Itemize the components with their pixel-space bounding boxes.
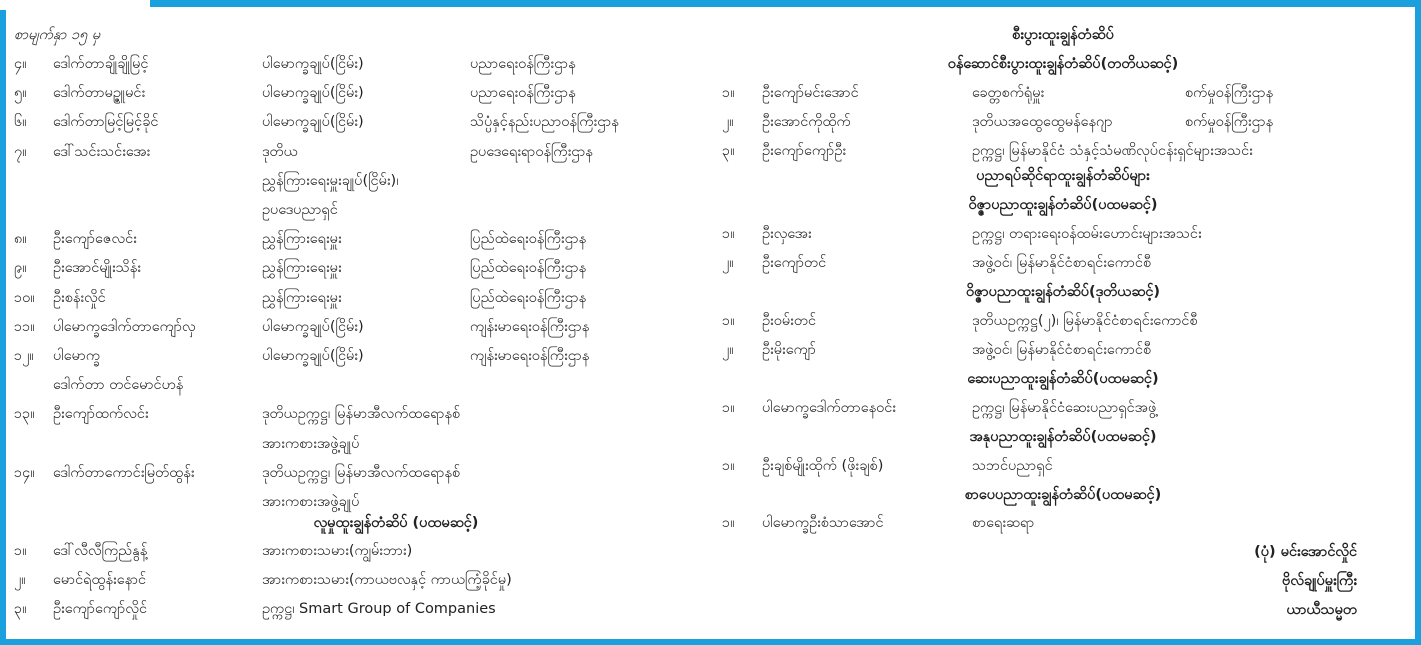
person-name: ဒေါက်တာချိုချိုမြင့် (53, 56, 149, 72)
person-name: ဦးချစ်မျိုးထိုက် (ဖိုးချစ်) (762, 458, 884, 474)
list-item-number: ၂။ (722, 342, 734, 359)
person-department: ဥပဒေရေးရာဝန်ကြီးဌာန (470, 143, 593, 160)
list-item-number: ၂။ (722, 255, 734, 272)
person-name: ဒေါက်တာ တင်မောင်ဟန် (53, 377, 184, 394)
list-item-number: ၁၁။ (14, 318, 35, 335)
person-rank: အားကစားသမား(ကျွမ်းဘား) (262, 543, 413, 559)
list-item-number: ၁။ (722, 515, 735, 531)
list-item-number: ၁။ (722, 313, 735, 329)
person-rank: ပါမောက္ခချုပ်(ငြိမ်း) (262, 56, 364, 72)
person-rank: အားကစားအဖွဲ့ချုပ် (262, 435, 360, 452)
person-name: ဦးကျော်ကျော်လှိုင် (53, 601, 147, 618)
person-name: ဦးကျော်ကျော်ဦး (762, 143, 847, 160)
person-name: ဒေါ်သင်းသင်းအေး (53, 143, 151, 160)
list-item-number: ၁၃။ (14, 406, 35, 423)
list-item-number: ၁၄။ (14, 464, 35, 481)
person-name: ပါမောက္ခဒေါက်တာကျော်လှ (53, 318, 196, 335)
list-item-number: ၂။ (14, 572, 26, 589)
person-title: စာရေးဆရာ (972, 515, 1035, 531)
person-rank: အားကစားသမား(ကာယဗလနှင့် ကာယကြံ့ခိုင်မှု) (262, 572, 512, 589)
list-item-number: ၅။ (14, 85, 27, 102)
signature-line: ဗိုလ်ချုပ်မှူးကြီး (1282, 573, 1357, 590)
person-department: ပြည်ထဲရေးဝန်ကြီးဌာန (470, 231, 587, 248)
person-department: ကျန်းမာရေးဝန်ကြီးဌာန (470, 318, 590, 335)
person-title: ဒုတိယဥက္ကဋ္ဌ(၂)၊ မြန်မာနိုင်ငံစာရင်းကောင်စီ (972, 313, 1198, 329)
person-name: ဒေါက်တာမြင့်မြင့်ခိုင် (53, 114, 159, 131)
person-title: အဖွဲ့ဝင်၊ မြန်မာနိုင်ငံစာရင်းကောင်စီ (972, 255, 1152, 272)
person-rank: ညွှန်ကြားရေးမှူး (262, 260, 342, 277)
person-title: ဥက္ကဋ္ဌ၊ မြန်မာနိုင်ငံ သံနှင့်သံမဏိလုပ်ငန်းရှင်များအသင်း (972, 143, 1253, 160)
list-item-number: ၁။ (722, 458, 735, 474)
list-item-number: ၁၀။ (14, 289, 35, 306)
person-rank: ဥက္ကဋ္ဌ၊ Smart Group of Companies (262, 601, 496, 618)
person-name: ဦးအောင်ကိုထိုက် (762, 114, 851, 131)
person-name: ဦးကျော်ထက်လင်း (53, 406, 149, 423)
list-item-number: ၈။ (14, 231, 27, 248)
person-department: ကျန်းမာရေးဝန်ကြီးဌာန (470, 348, 590, 364)
list-item-number: ၁။ (722, 226, 735, 242)
person-rank: ပါမောက္ခချုပ်(ငြိမ်း) (262, 85, 364, 102)
person-department: ပြည်ထဲရေးဝန်ကြီးဌာန (470, 260, 587, 277)
person-department: စက်မှုဝန်ကြီးဌာန (1185, 85, 1274, 101)
person-name: ဦးဝမ်းတင် (762, 313, 816, 329)
section-heading: ပညာရပ်ဆိုင်ရာထူးချွန်တံဆိပ်များ (976, 168, 1150, 184)
person-department: သိပ္ပံနှင့်နည်းပညာဝန်ကြီးဌာန (470, 114, 619, 131)
person-rank: ညွှန်ကြားရေးမှူး (262, 231, 342, 248)
signature-line: ယာယီသမ္မတ (1286, 602, 1357, 619)
person-name: ဦးလှအေး (762, 226, 812, 242)
person-rank: အားကစားအဖွဲ့ချုပ် (262, 494, 360, 510)
section-heading: စီးပွားထူးချွန်တံဆိပ် (1012, 27, 1114, 43)
person-name: ဒေါက်တာကောင်းမြတ်ထွန်း (53, 464, 195, 481)
person-rank: ဒုတိယဥက္ကဋ္ဌ၊ မြန်မာအီလက်ထရောနစ် (262, 464, 461, 481)
list-item-number: ၁။ (722, 85, 735, 101)
person-name: ဦးကျော်တင် (762, 255, 827, 272)
person-name: ပါမောက္ခဒေါက်တာနေဝင်း (762, 400, 896, 416)
list-item-number: ၁။ (722, 400, 735, 416)
person-rank: ညွှန်ကြားရေးမှူးချုပ်(ငြိမ်း)၊ (262, 172, 399, 189)
section-heading: အနုပညာထူးချွန်တံဆိပ်(ပထမဆင့်) (969, 429, 1157, 445)
person-title: အဖွဲ့ဝင်၊ မြန်မာနိုင်ငံစာရင်းကောင်စီ (972, 342, 1152, 359)
person-name: ပါမောက္ခ (53, 348, 101, 364)
section-heading: စာပေပညာထူးချွန်တံဆိပ်(ပထမဆင့်) (964, 487, 1162, 503)
section-heading: လူမှုထူးချွန်တံဆိပ် (ပထမဆင့်) (313, 515, 479, 531)
border-notch (0, 0, 150, 10)
section-heading: ဆေးပညာထူးချွန်တံဆိပ်(ပထမဆင့်) (967, 371, 1159, 387)
person-department: ပြည်ထဲရေးဝန်ကြီးဌာန (470, 289, 587, 306)
person-name: ဦးကျော်ဇေလင်း (53, 231, 137, 248)
person-name: ဦးအောင်မျိုးသိန်း (53, 260, 141, 277)
list-item-number: ၂။ (722, 114, 734, 131)
person-name: ဒေါ်လီလီကြည်နွန့် (53, 543, 148, 559)
section-heading: ဝိဇ္ဇာပညာထူးချွန်တံဆိပ်(ပထမဆင့်) (968, 197, 1158, 213)
person-title: ဥက္ကဋ္ဌ၊ မြန်မာနိုင်ငံဆေးပညာရှင်အဖွဲ့ (972, 400, 1157, 416)
person-title: ခေတ္တစက်ရုံမှူး (972, 85, 1045, 101)
person-rank: ပါမောက္ခချုပ်(ငြိမ်း) (262, 114, 364, 131)
list-item-number: ၁၂။ (14, 348, 34, 364)
person-rank: ဒုတိယ (262, 143, 298, 160)
section-heading: ဝန်ဆောင်စီးပွားထူးချွန်တံဆိပ်(တတိယဆင့်) (947, 56, 1179, 72)
signature-line: (ပုံ) မင်းအောင်လှိုင် (1254, 544, 1357, 560)
person-name: ဒေါက်တာမဥ္ဇူမင်း (53, 85, 146, 102)
person-title: ဥက္ကဋ္ဌ၊ တရားရေးဝန်ထမ်းဟောင်းများအသင်း (972, 226, 1202, 242)
list-item-number: ၇။ (14, 143, 27, 160)
person-name: မောင်ရဲထွန်းနောင် (53, 572, 147, 589)
person-name: ပါမောက္ခဦးစံသာအောင် (762, 515, 884, 531)
person-department: စက်မှုဝန်ကြီးဌာန (1185, 114, 1274, 131)
list-item-number: ၁။ (14, 543, 27, 559)
person-rank: ညွှန်ကြားရေးမှူး (262, 289, 342, 306)
list-item-number: ၄။ (14, 56, 27, 72)
person-rank: ပါမောက္ခချုပ်(ငြိမ်း) (262, 318, 364, 335)
list-item-number: ၃။ (14, 601, 27, 618)
section-heading: ဝိဇ္ဇာပညာထူးချွန်တံဆိပ်(ဒုတိယဆင့်) (965, 284, 1161, 300)
person-name: ဦးကျော်မင်းအောင် (762, 85, 859, 101)
list-item-number: ၆။ (14, 114, 27, 131)
person-rank: ပါမောက္ခချုပ်(ငြိမ်း) (262, 348, 364, 364)
person-rank: ဥပဒေပညာရှင် (262, 202, 338, 218)
page-label: စာမျက်နှာ ၁၅ မှ (14, 27, 101, 43)
list-item-number: ၃။ (722, 143, 735, 160)
person-department: ပညာရေးဝန်ကြီးဌာန (470, 56, 576, 72)
person-name: ဦးစန်းလှိုင် (53, 289, 106, 306)
person-title: သဘင်ပညာရှင် (972, 458, 1053, 474)
person-rank: ဒုတိယဥက္ကဋ္ဌ၊ မြန်မာအီလက်ထရောနစ် (262, 406, 461, 423)
person-title: ဒုတိယအထွေထွေမန်နေဂျာ (972, 114, 1113, 131)
person-name: ဦးမိုးကျော် (762, 342, 817, 359)
person-department: ပညာရေးဝန်ကြီးဌာန (470, 85, 576, 102)
list-item-number: ၉။ (14, 260, 27, 277)
